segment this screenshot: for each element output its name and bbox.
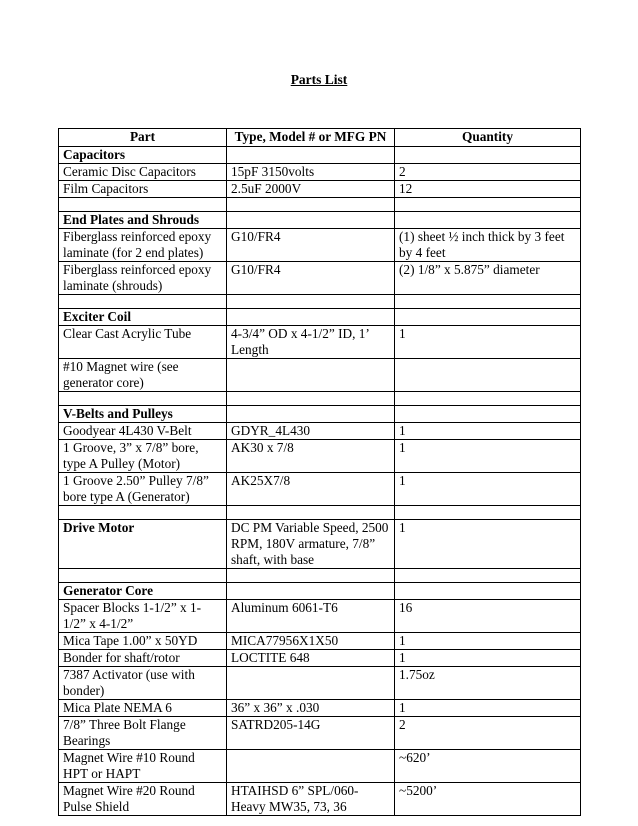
type-cell: G10/FR4 <box>227 262 395 295</box>
type-cell <box>227 212 395 229</box>
quantity-cell <box>395 295 581 309</box>
type-cell <box>227 750 395 783</box>
table-row <box>59 667 581 700</box>
quantity-cell: ~5200’ <box>395 783 581 816</box>
type-cell <box>227 506 395 520</box>
type-cell: AK25X7/8 <box>227 473 395 506</box>
part-cell: Bonder for shaft/rotor <box>59 650 227 667</box>
quantity-cell: 1 <box>395 633 581 650</box>
section-row <box>59 147 581 164</box>
part-cell: Fiberglass reinforced epoxy laminate (shrouds) <box>59 262 227 295</box>
quantity-cell: (2) 1/8” x 5.875” diameter <box>395 262 581 295</box>
type-cell <box>227 583 395 600</box>
part-cell: Magnet Wire #20 Round Pulse Shield <box>59 783 227 816</box>
blank-row <box>59 295 581 309</box>
part-cell: Generator Core <box>59 583 227 600</box>
quantity-cell: 1 <box>395 650 581 667</box>
type-cell: 15pF 3150volts <box>227 164 395 181</box>
part-cell: Drive Motor <box>59 520 227 569</box>
quantity-cell: 12 <box>395 181 581 198</box>
part-cell: V-Belts and Pulleys <box>59 406 227 423</box>
table-row <box>59 783 581 816</box>
part-cell: Goodyear 4L430 V-Belt <box>59 423 227 440</box>
table-row <box>59 164 581 181</box>
part-cell: Ceramic Disc Capacitors <box>59 164 227 181</box>
blank-row <box>59 569 581 583</box>
table-row <box>59 750 581 783</box>
part-cell: Fiberglass reinforced epoxy laminate (for 2 end plates) <box>59 229 227 262</box>
type-cell: G10/FR4 <box>227 229 395 262</box>
quantity-cell <box>395 392 581 406</box>
quantity-cell <box>395 406 581 423</box>
header-type: Type, Model # or MFG PN <box>227 129 395 147</box>
part-cell: 7/8” Three Bolt Flange Bearings <box>59 717 227 750</box>
part-cell: Magnet Wire #10 Round HPT or HAPT <box>59 750 227 783</box>
quantity-cell <box>395 583 581 600</box>
type-cell: GDYR_4L430 <box>227 423 395 440</box>
quantity-cell: 1 <box>395 520 581 569</box>
table-row <box>59 650 581 667</box>
part-cell: Clear Cast Acrylic Tube <box>59 326 227 359</box>
type-cell: SATRD205-14G <box>227 717 395 750</box>
type-cell: MICA77956X1X50 <box>227 633 395 650</box>
part-cell: End Plates and Shrouds <box>59 212 227 229</box>
quantity-cell <box>395 569 581 583</box>
type-cell: LOCTITE 648 <box>227 650 395 667</box>
blank-row <box>59 198 581 212</box>
type-cell <box>227 406 395 423</box>
type-cell: DC PM Variable Speed, 2500 RPM, 180V armature, 7/8” shaft, with base <box>227 520 395 569</box>
table-row <box>59 700 581 717</box>
part-cell <box>59 198 227 212</box>
type-cell <box>227 309 395 326</box>
type-cell: Aluminum 6061-T6 <box>227 600 395 633</box>
part-cell: 1 Groove 2.50” Pulley 7/8” bore type A (Generator) <box>59 473 227 506</box>
quantity-cell <box>395 147 581 164</box>
table-row <box>59 229 581 262</box>
quantity-cell: (1) sheet ½ inch thick by 3 feet by 4 feet <box>395 229 581 262</box>
type-cell <box>227 667 395 700</box>
quantity-cell <box>395 309 581 326</box>
type-cell <box>227 295 395 309</box>
section-row <box>59 212 581 229</box>
table-row <box>59 633 581 650</box>
quantity-cell <box>395 506 581 520</box>
quantity-cell: 1 <box>395 440 581 473</box>
part-cell <box>59 392 227 406</box>
part-cell: Exciter Coil <box>59 309 227 326</box>
section-row <box>59 520 581 569</box>
quantity-cell: 1 <box>395 423 581 440</box>
table-row <box>59 262 581 295</box>
part-cell: Mica Tape 1.00” x 50YD <box>59 633 227 650</box>
type-cell: 36” x 36” x .030 <box>227 700 395 717</box>
quantity-cell <box>395 212 581 229</box>
table-header-row <box>59 129 581 147</box>
quantity-cell: 1.75oz <box>395 667 581 700</box>
quantity-cell: 1 <box>395 473 581 506</box>
quantity-cell: 2 <box>395 164 581 181</box>
part-cell <box>59 295 227 309</box>
parts-table <box>58 128 581 816</box>
quantity-cell <box>395 198 581 212</box>
type-cell: 2.5uF 2000V <box>227 181 395 198</box>
part-cell: Film Capacitors <box>59 181 227 198</box>
part-cell: Spacer Blocks 1-1/2” x 1-1/2” x 4-1/2” <box>59 600 227 633</box>
table-row <box>59 717 581 750</box>
section-row <box>59 406 581 423</box>
part-cell <box>59 506 227 520</box>
table-row <box>59 440 581 473</box>
table-row <box>59 326 581 359</box>
type-cell: AK30 x 7/8 <box>227 440 395 473</box>
type-cell <box>227 359 395 392</box>
quantity-cell: 1 <box>395 326 581 359</box>
type-cell: 4-3/4” OD x 4-1/2” ID, 1’ Length <box>227 326 395 359</box>
part-cell: Capacitors <box>59 147 227 164</box>
section-row <box>59 309 581 326</box>
header-quantity: Quantity <box>395 129 581 147</box>
quantity-cell: 16 <box>395 600 581 633</box>
table-row <box>59 181 581 198</box>
quantity-cell <box>395 359 581 392</box>
section-row <box>59 583 581 600</box>
part-cell: 1 Groove, 3” x 7/8” bore, type A Pulley (Motor) <box>59 440 227 473</box>
quantity-cell: 1 <box>395 700 581 717</box>
type-cell <box>227 147 395 164</box>
part-cell <box>59 569 227 583</box>
part-cell: #10 Magnet wire (see generator core) <box>59 359 227 392</box>
table-row <box>59 473 581 506</box>
table-row <box>59 359 581 392</box>
table-body <box>59 147 581 816</box>
part-cell: 7387 Activator (use with bonder) <box>59 667 227 700</box>
table-row <box>59 423 581 440</box>
quantity-cell: 2 <box>395 717 581 750</box>
blank-row <box>59 392 581 406</box>
part-cell: Mica Plate NEMA 6 <box>59 700 227 717</box>
blank-row <box>59 506 581 520</box>
type-cell: HTAIHSD 6” SPL/060-Heavy MW35, 73, 36 <box>227 783 395 816</box>
header-part: Part <box>59 129 227 147</box>
type-cell <box>227 569 395 583</box>
type-cell <box>227 392 395 406</box>
table-row <box>59 600 581 633</box>
type-cell <box>227 198 395 212</box>
page-title: Parts List <box>290 72 348 87</box>
quantity-cell: ~620’ <box>395 750 581 783</box>
